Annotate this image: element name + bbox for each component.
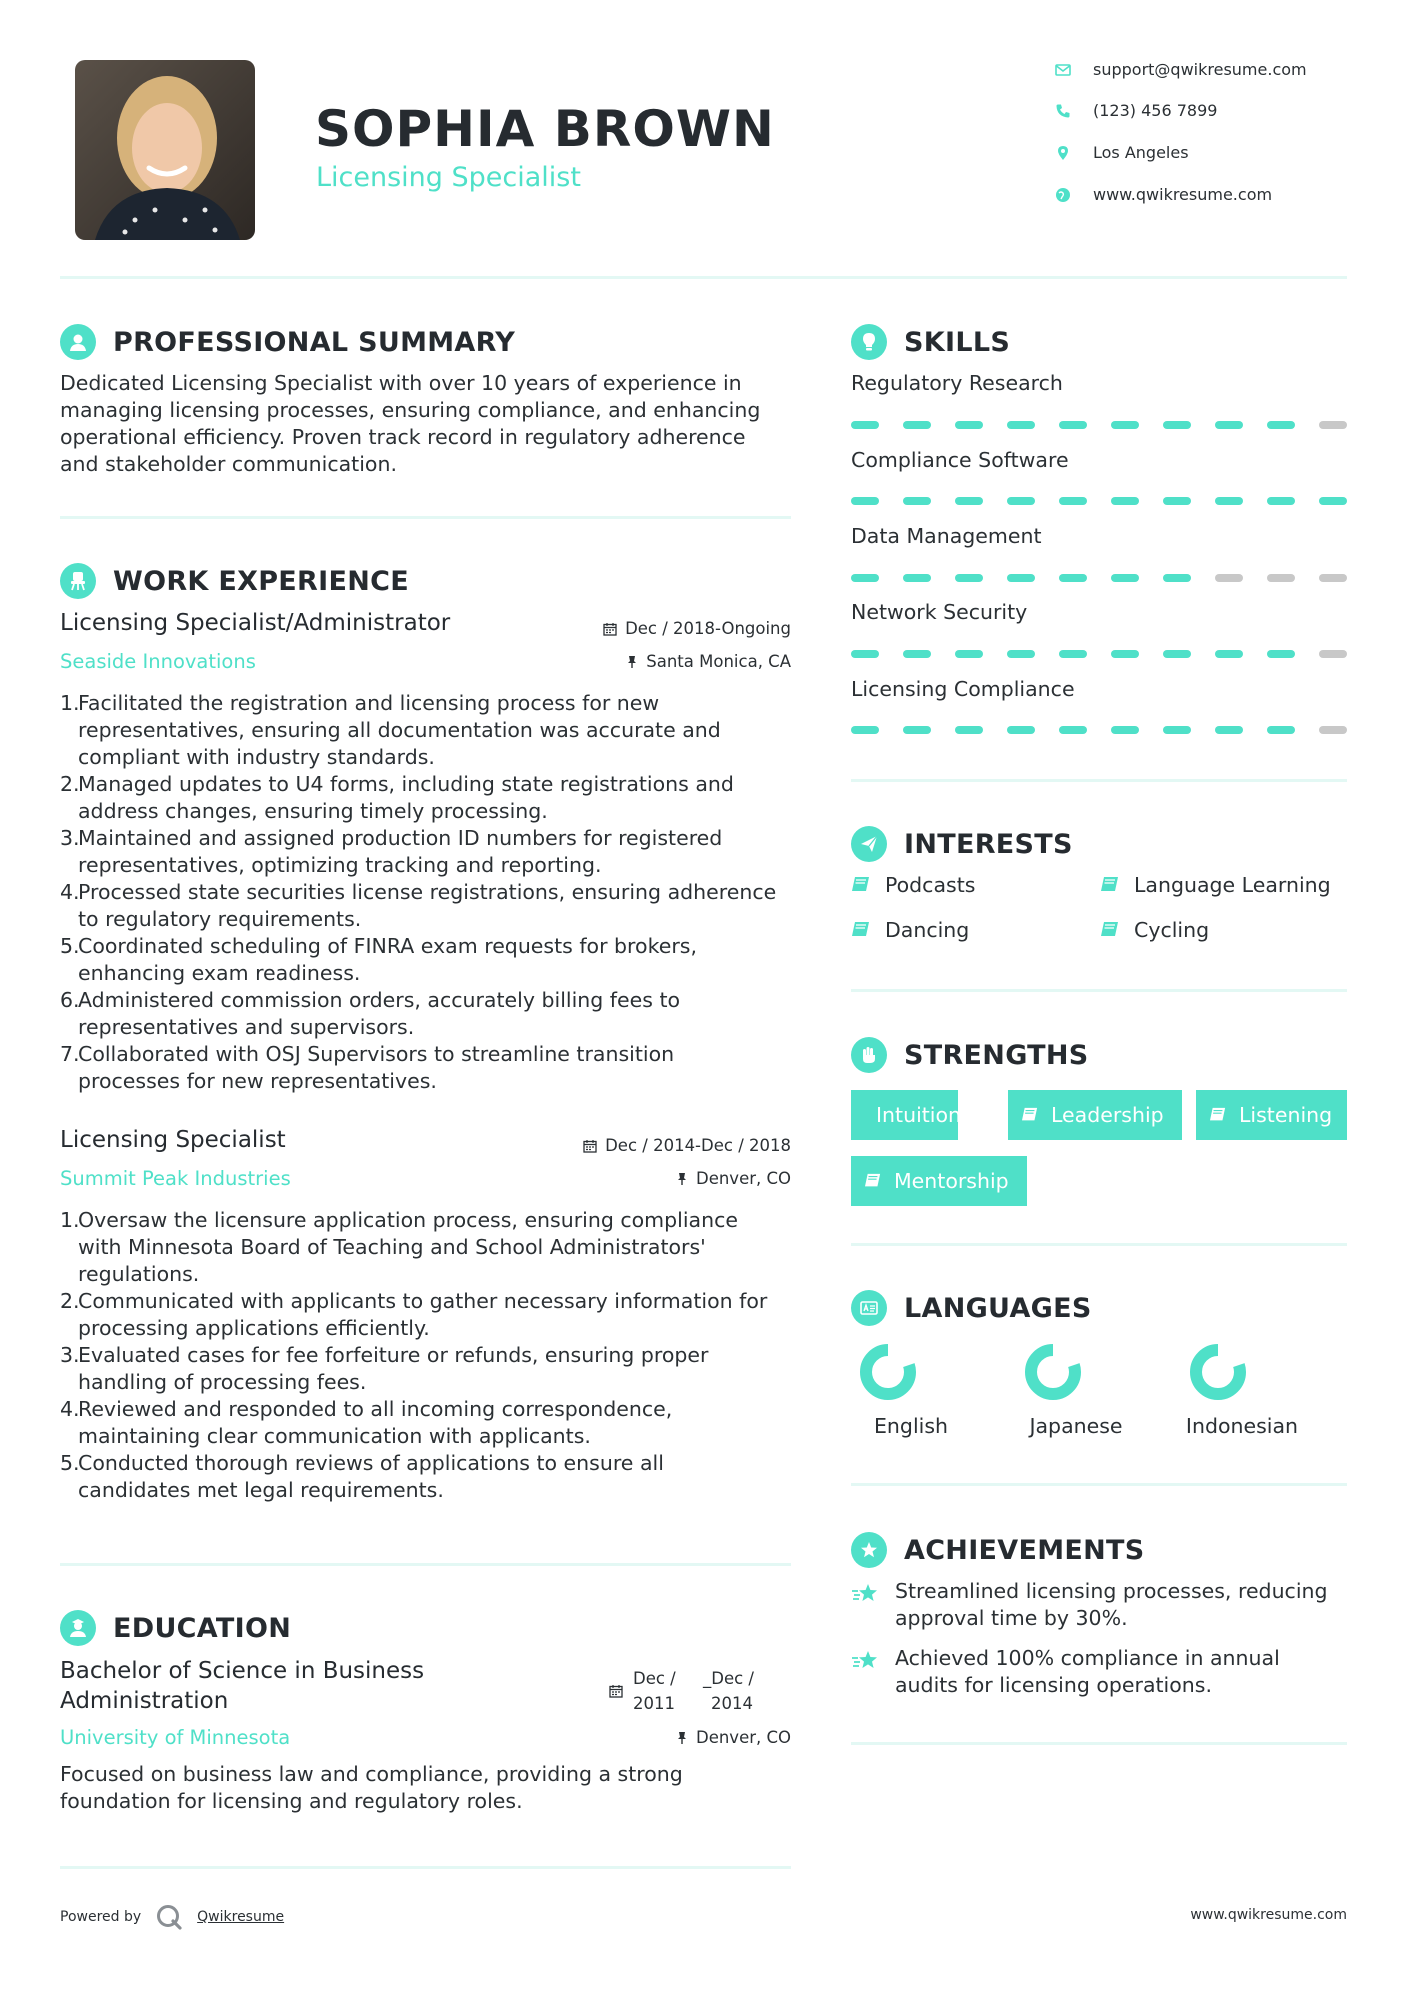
job-date-1 [603,619,791,638]
skill-meter [851,421,1347,429]
skill-dot-filled [903,497,931,505]
strength-tag [1196,1090,1347,1140]
bullet-number: 1. [60,691,80,715]
summary-heading [60,324,515,360]
summary-line: managing licensing processes, ensuring compliance, and enhancing [60,398,761,422]
job-location-2 [676,1169,791,1188]
job-2-bullets [60,1207,805,1504]
contact-website[interactable] [1055,185,1272,204]
section-divider [851,1742,1347,1745]
language-label: Japanese [1029,1414,1123,1438]
skill-dot-filled [1007,497,1035,505]
section-divider [851,1483,1347,1486]
skill-dot-filled [1059,726,1087,734]
education-location-text: Denver, CO [695,1728,791,1747]
list-item [60,987,805,1041]
powered-by [60,1903,284,1931]
skill-dot-filled [1163,650,1191,658]
list-item [60,1396,805,1450]
interest-item [1100,918,1209,942]
bullet-text: Coordinated scheduling of FINRA exam requests for brokers, enhancing exam readiness. [78,934,697,985]
contact-website-text: www.qwikresume.com [1093,185,1273,204]
skill-dot-filled [1267,421,1295,429]
bullet-number: 2. [60,1289,80,1313]
strength-label: Intuition [876,1103,962,1127]
bullet-text: Facilitated the registration and licensing process for new representatives, ensuring all documentation was accurate and compliant with industry standards. [78,691,721,769]
strengths-title: STRENGTHS [904,1039,1089,1071]
candidate-title: Licensing Specialist [316,162,581,193]
school-name: University of Minnesota [60,1726,291,1749]
skill-dot-empty [1319,650,1347,658]
interests-title: INTERESTS [904,828,1073,860]
bullet-number: 1. [60,1208,80,1232]
bullet-number: 3. [60,1343,80,1367]
skill-dot-filled [1111,650,1139,658]
skills-heading [851,324,1010,360]
bullet-text: Reviewed and responded to all incoming correspondence, maintaining clear communication with applicants. [78,1397,673,1448]
achievements-title: ACHIEVEMENTS [904,1534,1145,1566]
strength-label: Mentorship [894,1169,1009,1193]
skill-dot-filled [1267,650,1295,658]
skill-dot-filled [903,726,931,734]
calendar-icon [603,622,617,636]
bullet-text: Processed state securities license registrations, ensuring adherence to regulatory requirements. [78,880,777,931]
skill-dot-filled [1059,650,1087,658]
skill-dot-empty [1215,574,1243,582]
bullet-text: Administered commission orders, accurately billing fees to representatives and supervisors. [78,988,681,1039]
job-location-text: Denver, CO [695,1169,791,1188]
summary-line: and stakeholder communication. [60,452,397,476]
job-date-2 [583,1136,791,1155]
skill-dot-filled [1215,650,1243,658]
paper-plane-icon [851,826,887,862]
contact-email[interactable] [1055,60,1307,79]
skill-dot-empty [1319,574,1347,582]
education-location [676,1728,791,1747]
interest-item [1100,873,1331,897]
job-1-bullets [60,690,805,1095]
skill-dot-filled [1215,497,1243,505]
skill-dot-filled [1059,497,1087,505]
skill-dot-filled [955,726,983,734]
achievement-text: Achieved 100% compliance in annual audits for licensing operations. [895,1646,1280,1697]
skill-dot-filled [955,574,983,582]
skill-dot-filled [1007,574,1035,582]
skill-dot-filled [851,421,879,429]
interest-label: Language Learning [1134,873,1331,897]
skill-dot-filled [1007,650,1035,658]
flying-star-icon [851,1649,881,1671]
skill-dot-empty [1267,574,1295,582]
list-item [60,1207,805,1288]
skill-dot-filled [851,726,879,734]
list-item [60,1041,805,1095]
skill-name: Data Management [851,524,1042,548]
job-title-2: Licensing Specialist [60,1127,286,1153]
map-pin-icon [1055,145,1071,161]
pushpin-icon [676,1172,688,1186]
skill-dot-filled [1267,726,1295,734]
bullet-number: 4. [60,880,80,904]
pushpin-icon [676,1731,688,1745]
list-item [60,1450,805,1504]
book-icon [1100,921,1120,939]
education-line: Focused on business law and compliance, providing a strong [60,1762,683,1786]
candidate-name: SOPHIA BROWN [315,100,775,158]
skill-dot-filled [1059,421,1087,429]
section-divider [60,1563,791,1566]
section-divider [851,1243,1347,1246]
brand-link[interactable]: Qwikresume [197,1909,285,1925]
language-proficiency-ring [1023,1342,1083,1402]
skill-dot-filled [1007,421,1035,429]
skill-meter [851,497,1347,505]
section-divider [60,1866,791,1869]
skill-dot-empty [1319,726,1347,734]
flying-star-icon [851,1582,881,1604]
skill-name: Network Security [851,600,1028,624]
skill-meter [851,726,1347,734]
interest-item [851,873,975,897]
pushpin-icon [626,655,638,669]
header-divider [60,276,1347,279]
calendar-icon [609,1684,623,1698]
skill-dot-filled [1163,726,1191,734]
skill-dot-filled [1111,726,1139,734]
education-title: EDUCATION [113,1612,292,1644]
list-item [60,825,805,879]
education-date [609,1666,754,1716]
book-icon [851,921,871,939]
education-date-end: _Dec / 2014 [703,1669,754,1713]
bullet-number: 5. [60,934,80,958]
bullet-text: Communicated with applicants to gather necessary information for processing applications efficiently. [78,1289,768,1340]
job-date-text: Dec / 2018-Ongoing [625,619,791,638]
fist-icon [851,1037,887,1073]
bullet-text: Managed updates to U4 forms, including state registrations and address changes, ensuring timely processing. [78,772,734,823]
skill-dot-filled [903,574,931,582]
skill-name: Compliance Software [851,448,1069,472]
summary-text [60,370,800,478]
calendar-icon [583,1139,597,1153]
skill-dot-filled [851,497,879,505]
lightbulb-icon [851,324,887,360]
list-item [60,771,805,825]
degree-line: Administration [60,1688,229,1714]
achievement-item [851,1645,1351,1699]
strength-tag [851,1090,962,1140]
experience-title: WORK EXPERIENCE [113,565,409,597]
chair-icon [60,563,96,599]
book-icon [1209,1107,1227,1123]
skill-dot-filled [1163,421,1191,429]
skill-dot-filled [1267,497,1295,505]
strength-label: Listening [1239,1103,1333,1127]
language-ring-arc [1196,1350,1240,1394]
section-divider [60,516,791,519]
contact-phone-text: (123) 456 7899 [1093,101,1218,120]
powered-by-label: Powered by [60,1909,142,1925]
bullet-text: Collaborated with OSJ Supervisors to streamline transition processes for new representatives. [78,1042,675,1093]
profile-photo [75,60,255,240]
skill-dot-filled [1007,726,1035,734]
skill-dot-filled [1111,497,1139,505]
interests-heading [851,826,1073,862]
list-item [60,879,805,933]
skill-dot-filled [1319,497,1347,505]
skill-dot-filled [851,650,879,658]
skill-dot-filled [1215,726,1243,734]
skill-dot-filled [903,421,931,429]
skill-meter [851,574,1347,582]
strength-tag [851,1156,1027,1206]
interest-label: Podcasts [885,873,976,897]
job-location-text: Santa Monica, CA [646,652,791,671]
phone-icon [1055,103,1071,119]
section-divider [851,989,1347,992]
bullet-text: Conducted thorough reviews of applications to ensure all candidates met legal requirements. [78,1451,664,1502]
skill-dot-filled [903,650,931,658]
skill-dot-filled [1111,574,1139,582]
degree-title [60,1656,424,1716]
bullet-text: Maintained and assigned production ID numbers for registered representatives, optimizing tracking and reporting. [78,826,723,877]
bullet-number: 5. [60,1451,80,1475]
summary-title: PROFESSIONAL SUMMARY [113,326,516,358]
bullet-text: Evaluated cases for fee forfeiture or refunds, ensuring proper handling of processing fees. [78,1343,709,1394]
book-icon [864,1173,882,1189]
translate-icon [851,1290,887,1326]
list-item [60,1342,805,1396]
skill-dot-filled [955,650,983,658]
user-icon [60,324,96,360]
language-proficiency-ring [1188,1342,1248,1402]
skill-dot-filled [851,574,879,582]
skill-name: Regulatory Research [851,371,1063,395]
strengths-heading [851,1037,1089,1073]
bullet-number: 7. [60,1042,80,1066]
skills-title: SKILLS [904,326,1011,358]
company-name-1: Seaside Innovations [60,650,256,673]
education-heading [60,1610,291,1646]
skill-dot-filled [1215,421,1243,429]
contact-phone [1055,101,1217,120]
skill-dot-filled [955,497,983,505]
section-divider [851,779,1347,782]
interest-label: Cycling [1134,918,1210,942]
envelope-icon [1055,62,1071,78]
interest-item [851,918,969,942]
education-date-start: Dec / 2011 [633,1669,676,1713]
degree-line: Bachelor of Science in Business [60,1658,425,1684]
footer-website[interactable]: www.qwikresume.com [1190,1907,1347,1923]
education-line: foundation for licensing and regulatory roles. [60,1789,523,1813]
contact-location-text: Los Angeles [1093,143,1189,162]
bullet-text: Oversaw the licensure application process, ensuring compliance with Minnesota Board of Teaching and School Administrators' regulations. [78,1208,738,1286]
list-item [60,933,805,987]
skill-name: Licensing Compliance [851,677,1075,701]
list-item [60,690,805,771]
languages-title: LANGUAGES [904,1292,1092,1324]
bullet-number: 4. [60,1397,80,1421]
skill-dot-filled [955,421,983,429]
achievement-text: Streamlined licensing processes, reducing approval time by 30%. [895,1579,1328,1630]
education-description [60,1761,800,1815]
language-label: English [873,1414,949,1438]
experience-heading [60,563,409,599]
bullet-number: 2. [60,772,80,796]
bullet-number: 3. [60,826,80,850]
languages-heading [851,1290,1092,1326]
job-location-1 [626,652,791,671]
language-ring-arc [1031,1350,1075,1394]
qwikresume-logo-icon [155,1903,183,1931]
summary-line: operational efficiency. Proven track record in regulatory adherence [60,425,746,449]
contact-location [1055,143,1189,162]
contact-email-text: support@qwikresume.com [1093,60,1307,79]
job-title-1: Licensing Specialist/Administrator [60,610,451,636]
company-name-2: Summit Peak Industries [60,1167,291,1190]
skill-meter [851,650,1347,658]
strength-label: Leadership [1051,1103,1164,1127]
language-label: Indonesian [1185,1414,1299,1438]
summary-line: Dedicated Licensing Specialist with over 10 years of experience in [60,371,742,395]
bullet-number: 6. [60,988,80,1012]
interest-label: Dancing [885,918,970,942]
graduate-icon [60,1610,96,1646]
book-icon [851,876,871,894]
star-icon [851,1532,887,1568]
skill-dot-empty [1319,421,1347,429]
list-item [60,1288,805,1342]
skill-dot-filled [1059,574,1087,582]
skill-dot-filled [1111,421,1139,429]
globe-icon [1055,187,1071,203]
skill-dot-filled [1163,574,1191,582]
achievement-item [851,1578,1351,1632]
strength-tag [1008,1090,1182,1140]
book-icon [1100,876,1120,894]
achievements-heading [851,1532,1145,1568]
skill-dot-filled [1163,497,1191,505]
job-date-text: Dec / 2014-Dec / 2018 [605,1136,791,1155]
book-icon [1021,1107,1039,1123]
language-ring-arc [866,1350,910,1394]
language-proficiency-ring [858,1342,918,1402]
